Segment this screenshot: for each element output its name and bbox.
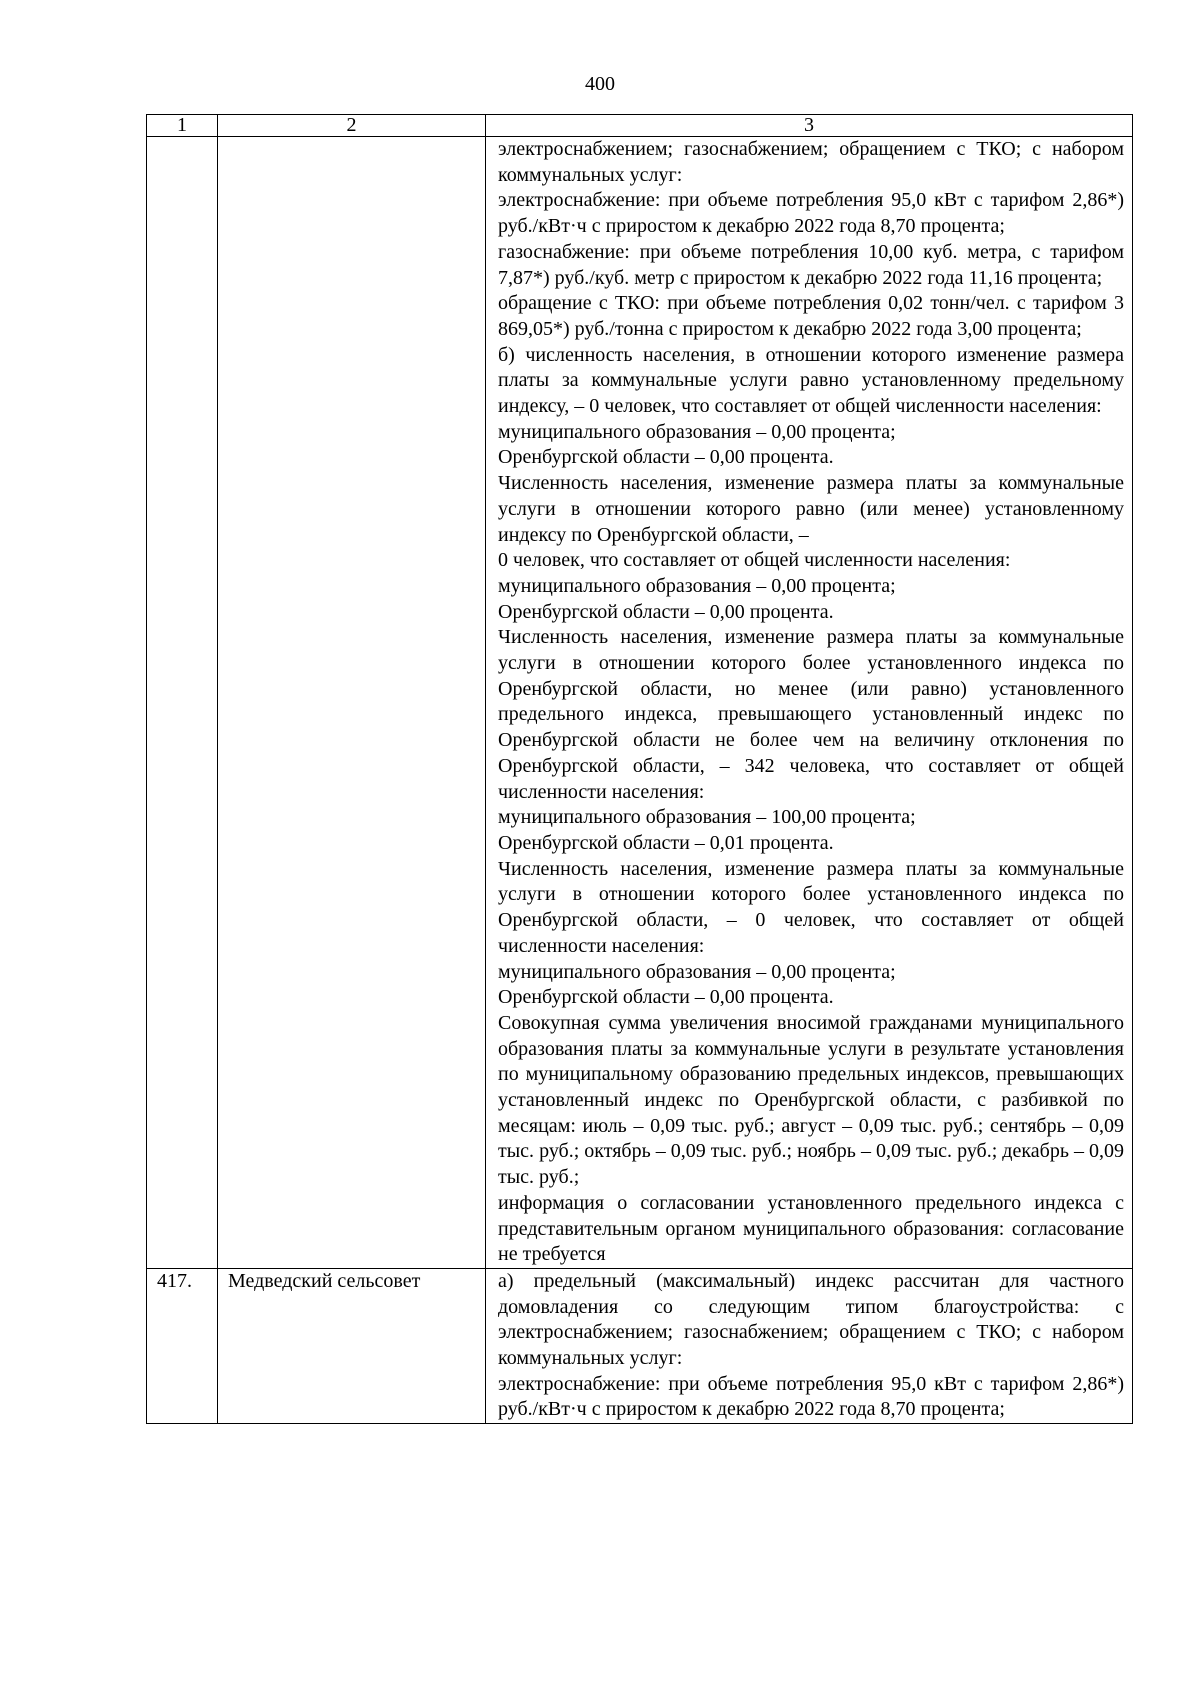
paragraph: электроснабжение: при объеме потребления 95,0 кВт с тарифом 2,86*) руб./кВт·ч с приростом к декабрю 2022 года 8,70 процента; <box>498 189 1124 238</box>
paragraph: Численность населения, изменение размера платы за коммунальные услуги в отношении которого равно (или менее) установленному индексу по Оренбургской области, – <box>498 472 1124 546</box>
table-header-row <box>147 115 1133 137</box>
paragraph: муниципального образования – 0,00 процента; <box>498 960 896 983</box>
paragraph: Оренбургской области – 0,01 процента. <box>498 831 834 854</box>
paragraph: газоснабжение: при объеме потребления 10,00 куб. метра, с тарифом 7,87*) руб./куб. метр с приростом к декабрю 2022 года 11,16 процента; <box>498 240 1124 289</box>
description-cell <box>486 1268 1133 1423</box>
row-number <box>147 137 218 1269</box>
paragraph: электроснабжение: при объеме потребления 95,0 кВт с тарифом 2,86*) руб./кВт·ч с приростом к декабрю 2022 года 8,70 процента; <box>498 1372 1124 1421</box>
document-table <box>146 114 1133 1424</box>
row-number: 417. <box>147 1268 218 1423</box>
paragraph: Оренбургской области – 0,00 процента. <box>498 446 834 469</box>
paragraph: б) численность населения, в отношении которого изменение размера платы за коммунальные услуги равно установленному предельному индексу, – 0 человек, что составляет от общей численности населения: <box>498 343 1124 418</box>
table-row <box>147 137 1133 1269</box>
paragraph: информация о согласовании установленного предельного индекса с представительным органом муниципального образования: согласование не требуется <box>498 1191 1124 1266</box>
paragraph: Численность населения, изменение размера платы за коммунальные услуги в отношении которого более установленного индекса по Оренбургской области, но менее (или равно) установленного предельного индекса, превышающего установленный индекс по Оренбургской области не более чем на величину отклонения по Оренбургской области, – 342 человека, что составляет от общей численности населения: <box>498 626 1124 803</box>
paragraph: Оренбургской области – 0,00 процента. <box>498 986 834 1009</box>
column-header-1: 1 <box>147 115 218 137</box>
paragraph: 0 человек, что составляет от общей численности населения: <box>498 549 1011 572</box>
paragraph: обращение с ТКО: при объеме потребления 0,02 тонн/чел. с тарифом 3 869,05*) руб./тонна с приростом к декабрю 2022 года 3,00 процента; <box>498 292 1124 340</box>
municipality-name <box>218 137 486 1269</box>
paragraph: Совокупная сумма увеличения вносимой гражданами муниципального образования платы за коммунальные услуги в результате установления по муниципальному образованию предельных индексов, превышающих установленный индекс по Оренбургской области, с разбивкой по месяцам: июль – 0,09 тыс. руб.; август – 0,09 тыс. руб.; сентябрь – 0,09 тыс. руб.; октябрь – 0,09 тыс. руб.; ноябрь – 0,09 тыс. руб.; декабрь – 0,09 тыс. руб.; <box>498 1011 1124 1189</box>
paragraph: муниципального образования – 0,00 процента; <box>498 420 896 443</box>
column-header-3: 3 <box>486 115 1133 137</box>
paragraph: Численность населения, изменение размера платы за коммунальные услуги в отношении которого более установленного индекса по Оренбургской области, – 0 человек, что составляет от общей численности населения: <box>498 857 1124 957</box>
paragraph: Оренбургской области – 0,00 процента. <box>498 600 834 623</box>
paragraph: муниципального образования – 100,00 процента; <box>498 806 916 829</box>
paragraph: а) предельный (максимальный) индекс рассчитан для частного домовладения со следующим типом благоустройства: с электроснабжением; газоснабжением; обращением с ТКО; с набором коммунальных услуг: <box>498 1269 1124 1370</box>
paragraph: муниципального образования – 0,00 процента; <box>498 574 896 597</box>
table-row <box>147 1268 1133 1423</box>
municipality-name: Медведский сельсовет <box>218 1268 486 1423</box>
paragraph: электроснабжением; газоснабжением; обращением с ТКО; с набором коммунальных услуг: <box>498 138 1124 186</box>
description-cell <box>486 137 1133 1269</box>
column-header-2: 2 <box>218 115 486 137</box>
page-number: 400 <box>585 73 615 95</box>
